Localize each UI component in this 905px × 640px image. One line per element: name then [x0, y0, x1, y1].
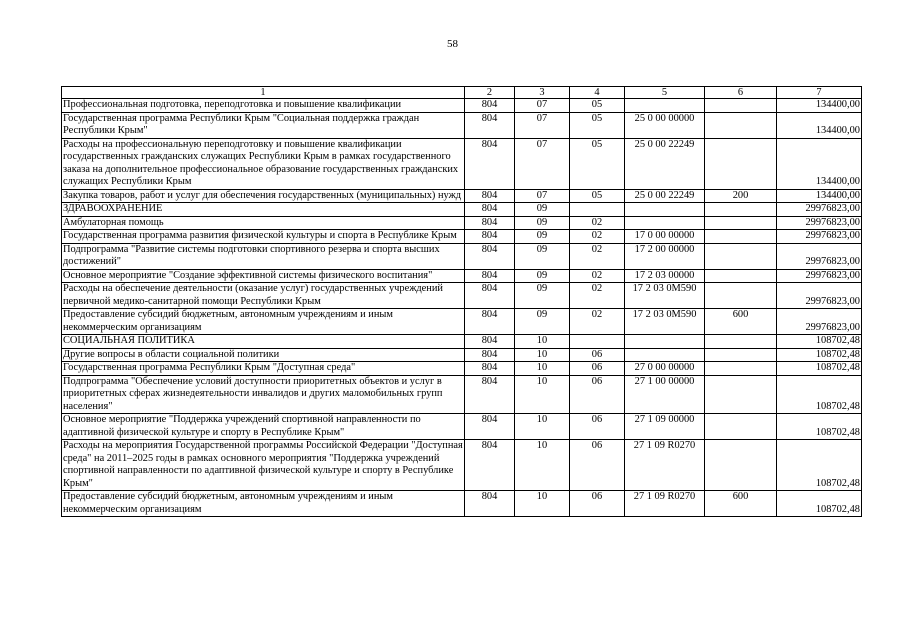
row-name: Расходы на мероприятия Государственной программы Российской Федерации "Доступная среда" на 2011–2025 годы в рамках основного мероприятия "Поддержка учреждений спортивной направленности по адаптивной физической культуре и спорту в Республике Крым"	[63, 440, 463, 489]
row-expense-type: 600	[705, 309, 777, 335]
row-subsection-code: 06	[570, 375, 625, 414]
row-expense-type	[705, 362, 777, 376]
header-col-6: 6	[705, 87, 777, 99]
row-target-article: 27 1 09 R0270	[625, 491, 705, 517]
budget-table	[61, 86, 862, 517]
row-amount: 29976823,00	[777, 309, 862, 335]
row-expense-type	[705, 375, 777, 414]
header-col-5: 5	[625, 87, 705, 99]
row-subsection-code: 02	[570, 230, 625, 244]
row-amount: 29976823,00	[777, 216, 862, 230]
row-subsection-code: 05	[570, 99, 625, 113]
row-amount: 108702,48	[777, 440, 862, 491]
row-subsection-code	[570, 335, 625, 349]
row-target-article: 25 0 00 22249	[625, 189, 705, 203]
row-amount: 134400,00	[777, 138, 862, 189]
page-number: 58	[447, 38, 458, 50]
row-expense-type	[705, 440, 777, 491]
row-ved-code: 804	[465, 243, 515, 269]
row-name: Расходы на профессиональную переподготовку и повышение квалификации государственных гражданских служащих Республики Крым в рамках государственного заказа на дополнительное профессиональное образование государственных гражданских служащих Республики Крым	[62, 138, 465, 189]
row-target-article: 27 1 00 00000	[625, 375, 705, 414]
row-expense-type	[705, 112, 777, 138]
row-name: Подпрограмма "Развитие системы подготовки спортивного резерва и спорта высших достижений"	[62, 243, 465, 269]
row-expense-type	[705, 216, 777, 230]
row-name: Государственная программа Республики Крым "Социальная поддержка граждан Республики Крым"	[62, 112, 465, 138]
table-row	[62, 243, 862, 269]
row-ved-code: 804	[465, 99, 515, 113]
row-target-article: 25 0 00 22249	[625, 138, 705, 189]
table-row	[62, 189, 862, 203]
row-expense-type	[705, 283, 777, 309]
row-amount: 29976823,00	[777, 269, 862, 283]
row-name: Предоставление субсидий бюджетным, автономным учреждениям и иным некоммерческим организациям	[62, 491, 465, 517]
table-row	[62, 216, 862, 230]
header-col-3: 3	[515, 87, 570, 99]
row-amount: 108702,48	[777, 414, 862, 440]
row-section-code: 10	[515, 414, 570, 440]
row-name: Амбулаторная помощь	[62, 216, 465, 230]
row-target-article: 25 0 00 00000	[625, 112, 705, 138]
table-body	[62, 87, 862, 517]
row-expense-type	[705, 243, 777, 269]
row-target-article: 17 2 03 0М590	[625, 283, 705, 309]
row-name: Основное мероприятие "Поддержка учреждений спортивной направленности по адаптивной физической культуре и спорту в Республике Крым"	[62, 414, 465, 440]
row-section-code: 10	[515, 375, 570, 414]
row-expense-type: 200	[705, 189, 777, 203]
row-name: СОЦИАЛЬНАЯ ПОЛИТИКА	[62, 335, 465, 349]
row-section-code: 09	[515, 216, 570, 230]
row-name: Подпрограмма "Обеспечение условий доступности приоритетных объектов и услуг в приоритетных сферах жизнедеятельности инвалидов и других маломобильных групп населения"	[62, 375, 465, 414]
row-target-article	[625, 203, 705, 217]
row-expense-type	[705, 348, 777, 362]
row-ved-code: 804	[465, 491, 515, 517]
table-row	[62, 112, 862, 138]
table-row	[62, 230, 862, 244]
row-section-code: 07	[515, 189, 570, 203]
row-section-code: 09	[515, 283, 570, 309]
row-subsection-code: 06	[570, 491, 625, 517]
row-ved-code: 804	[465, 189, 515, 203]
table-row	[62, 99, 862, 113]
row-subsection-code: 06	[570, 362, 625, 376]
row-subsection-code: 05	[570, 112, 625, 138]
row-name: Другие вопросы в области социальной политики	[62, 348, 465, 362]
row-ved-code: 804	[465, 283, 515, 309]
header-col-7: 7	[777, 87, 862, 99]
row-name: Государственная программа Республики Крым "Доступная среда"	[62, 362, 465, 376]
row-subsection-code: 02	[570, 283, 625, 309]
row-section-code: 09	[515, 230, 570, 244]
row-name: ЗДРАВООХРАНЕНИЕ	[62, 203, 465, 217]
row-amount: 134400,00	[777, 189, 862, 203]
table-row	[62, 283, 862, 309]
row-amount: 134400,00	[777, 99, 862, 113]
row-ved-code: 804	[465, 230, 515, 244]
table-row	[62, 362, 862, 376]
row-name: Основное мероприятие "Создание эффективной системы физического воспитания"	[62, 269, 465, 283]
table-row	[62, 309, 862, 335]
row-expense-type	[705, 99, 777, 113]
table-row	[62, 440, 862, 491]
row-ved-code: 804	[465, 335, 515, 349]
row-subsection-code: 06	[570, 440, 625, 491]
row-subsection-code	[570, 203, 625, 217]
row-section-code: 09	[515, 203, 570, 217]
row-ved-code: 804	[465, 203, 515, 217]
row-subsection-code: 02	[570, 309, 625, 335]
row-section-code: 09	[515, 309, 570, 335]
row-amount: 108702,48	[777, 491, 862, 517]
row-target-article: 27 0 00 00000	[625, 362, 705, 376]
row-section-code: 07	[515, 138, 570, 189]
table-row	[62, 348, 862, 362]
row-amount: 108702,48	[777, 335, 862, 349]
row-amount: 29976823,00	[777, 283, 862, 309]
row-subsection-code: 05	[570, 138, 625, 189]
table-row	[62, 138, 862, 189]
row-ved-code: 804	[465, 375, 515, 414]
table-row	[62, 269, 862, 283]
row-amount: 29976823,00	[777, 230, 862, 244]
row-target-article	[625, 335, 705, 349]
row-expense-type	[705, 269, 777, 283]
row-subsection-code: 02	[570, 216, 625, 230]
row-expense-type	[705, 335, 777, 349]
row-amount: 108702,48	[777, 348, 862, 362]
row-target-article: 27 1 09 R0270	[625, 440, 705, 491]
row-ved-code: 804	[465, 348, 515, 362]
table-row	[62, 203, 862, 217]
row-amount: 108702,48	[777, 362, 862, 376]
row-expense-type	[705, 230, 777, 244]
row-section-code: 09	[515, 243, 570, 269]
row-subsection-code: 06	[570, 414, 625, 440]
row-target-article	[625, 348, 705, 362]
row-target-article: 17 2 03 00000	[625, 269, 705, 283]
row-expense-type	[705, 414, 777, 440]
row-target-article: 17 0 00 00000	[625, 230, 705, 244]
row-ved-code: 804	[465, 440, 515, 491]
row-ved-code: 804	[465, 309, 515, 335]
header-col-2: 2	[465, 87, 515, 99]
row-section-code: 10	[515, 335, 570, 349]
row-ved-code: 804	[465, 216, 515, 230]
row-section-code: 07	[515, 99, 570, 113]
row-ved-code: 804	[465, 362, 515, 376]
row-subsection-code: 05	[570, 189, 625, 203]
row-amount: 29976823,00	[777, 243, 862, 269]
row-amount: 108702,48	[777, 375, 862, 414]
row-name: Закупка товаров, работ и услуг для обеспечения государственных (муниципальных) нужд	[62, 189, 465, 203]
table-header-row	[62, 87, 862, 99]
row-ved-code: 804	[465, 269, 515, 283]
table-row	[62, 375, 862, 414]
row-target-article: 17 2 03 0М590	[625, 309, 705, 335]
row-subsection-code: 02	[570, 243, 625, 269]
row-ved-code: 804	[465, 138, 515, 189]
row-section-code: 07	[515, 112, 570, 138]
row-expense-type	[705, 203, 777, 217]
row-expense-type: 600	[705, 491, 777, 517]
table-row	[62, 414, 862, 440]
row-name: Государственная программа развития физической культуры и спорта в Республике Крым	[62, 230, 465, 244]
row-target-article: 27 1 09 00000	[625, 414, 705, 440]
row-section-code: 10	[515, 362, 570, 376]
row-section-code: 09	[515, 269, 570, 283]
row-target-article	[625, 99, 705, 113]
row-section-code: 10	[515, 348, 570, 362]
row-ved-code: 804	[465, 414, 515, 440]
table-row	[62, 335, 862, 349]
row-expense-type	[705, 138, 777, 189]
row-amount: 134400,00	[777, 112, 862, 138]
header-col-1: 1	[62, 87, 465, 99]
table-row	[62, 491, 862, 517]
row-section-code: 10	[515, 440, 570, 491]
row-section-code: 10	[515, 491, 570, 517]
row-name: Профессиональная подготовка, переподготовка и повышение квалификации	[62, 99, 465, 113]
row-target-article: 17 2 00 00000	[625, 243, 705, 269]
row-subsection-code: 06	[570, 348, 625, 362]
row-name: Предоставление субсидий бюджетным, автономным учреждениям и иным некоммерческим организациям	[62, 309, 465, 335]
row-ved-code: 804	[465, 112, 515, 138]
row-amount: 29976823,00	[777, 203, 862, 217]
header-col-4: 4	[570, 87, 625, 99]
row-name: Расходы на обеспечение деятельности (оказание услуг) государственных учреждений первичной медико-санитарной помощи Республики Крым	[62, 283, 465, 309]
row-target-article	[625, 216, 705, 230]
row-subsection-code: 02	[570, 269, 625, 283]
